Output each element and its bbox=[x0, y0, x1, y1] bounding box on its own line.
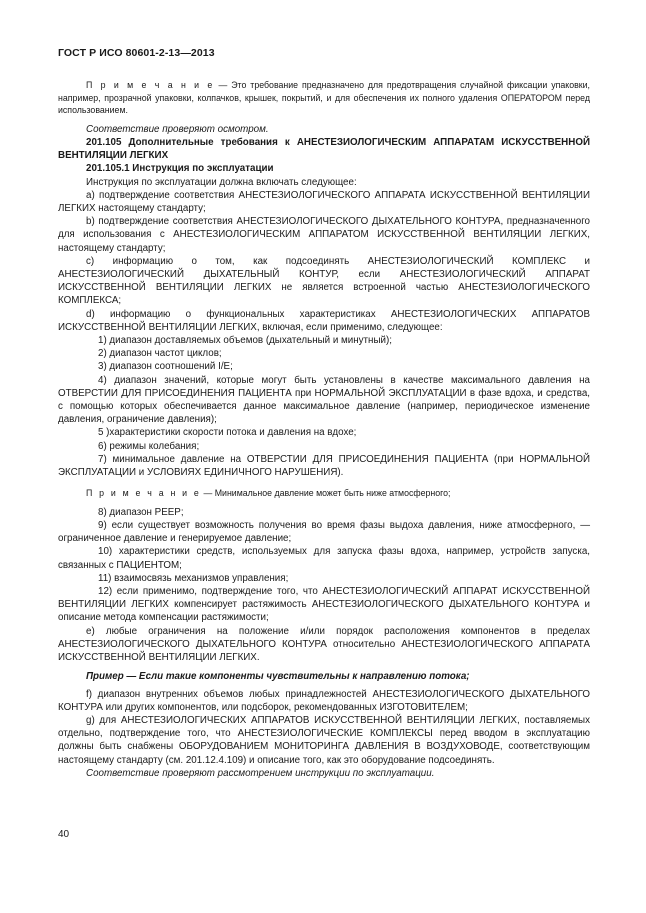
sub-item-12: 12) если применимо, подтверждение того, что АНЕСТЕЗИОЛОГИЧЕСКИЙ АППАРАТ ИСКУССТВЕННОЙ ВЕНТИЛЯЦИИ ЛЕГКИХ компенсирует растяжимость АНЕСТЕЗИОЛОГИЧЕСКОГО ДЫХАТЕЛЬНОГО КОНТУРА и описание метода компенсации растяжимости; bbox=[58, 586, 590, 624]
list-item-e: e) любые ограничения на положение и/или порядок расположения компонентов в пределах АНЕСТЕЗИОЛОГИЧЕСКОГО ДЫХАТЕЛЬНОГО КОНТУРА относительно АНЕСТЕЗИОЛОГИЧЕСКОГО АППАРАТА ИСКУССТВЕННОЙ ВЕНТИЛЯЦИИ ЛЕГКИХ. bbox=[58, 625, 590, 664]
sub-item-6: 6) режимы колебания; bbox=[98, 440, 200, 452]
note-label: П р и м е ч а н и е bbox=[86, 80, 215, 90]
example-text: Пример — Если такие компоненты чувствительны к направлению потока; bbox=[86, 671, 470, 683]
sub-item-9: 9) если существует возможность получения во время фазы выдоха давления, ниже атмосферного, — ограниченное давление и генерируемое давление; bbox=[58, 520, 590, 545]
section-heading: 201.105 Дополнительные требования к АНЕСТЕЗИОЛОГИЧЕСКИМ АППАРАТАМ ИСКУССТВЕННОЙ ВЕНТИЛЯЦИИ ЛЕГКИХ bbox=[58, 136, 590, 162]
sub-item-1: 1) диапазон доставляемых объемов (дыхательный и минутный); bbox=[98, 335, 392, 347]
compliance-check: Соответствие проверяют осмотром. bbox=[86, 123, 269, 135]
note-text: — Минимальное давление может быть ниже атмосферного; bbox=[201, 488, 451, 499]
sub-item-10: 10) характеристики средств, используемых для запуска фазы вдоха, например, устройств запуска, связанных с ПАЦИЕНТОМ; bbox=[58, 546, 590, 571]
list-item-c: c) информацию о том, как подсоединять АНЕСТЕЗИОЛОГИЧЕСКИЙ КОМПЛЕКС и АНЕСТЕЗИОЛОГИЧЕСКИЙ ДЫХАТЕЛЬНЫЙ КОНТУР, если АНЕСТЕЗИОЛОГИЧЕСКИЙ АППАРАТ ИСКУССТВЕННОЙ ВЕНТИЛЯЦИИ ЛЕГКИХ не является встроенной частью АНЕСТЕЗИОЛОГИЧЕСКОГО КОМПЛЕКСА; bbox=[58, 255, 590, 307]
compliance-check: Соответствие проверяют рассмотрением инструкции по эксплуатации. bbox=[86, 767, 435, 779]
document-header: ГОСТ Р ИСО 80601-2-13—2013 bbox=[58, 47, 215, 59]
list-item-g: g) для АНЕСТЕЗИОЛОГИЧЕСКИХ АППАРАТОВ ИСКУССТВЕННОЙ ВЕНТИЛЯЦИИ ЛЕГКИХ, поставляемых отдельно, подтверждение того, что АНЕСТЕЗИОЛОГИЧЕСКИЕ КОМПЛЕКСЫ перед вводом в эксплуатацию должны быть снабжены ОБОРУДОВАНИЕМ МОНИТОРИНГА ДАВЛЕНИЯ В ВОЗДУХОВОДЕ, соответствующим настоящему стандарту (см. 201.12.4.109) и описание того, как это оборудование подсоединять. bbox=[58, 714, 590, 766]
note-paragraph bbox=[58, 487, 590, 500]
list-item-a: a) подтверждение соответствия АНЕСТЕЗИОЛОГИЧЕСКОГО АППАРАТА ИСКУССТВЕННОЙ ВЕНТИЛЯЦИИ ЛЕГКИХ настоящему стандарту; bbox=[58, 189, 590, 214]
sub-item-3: 3) диапазон соотношений I/E; bbox=[98, 361, 233, 373]
sub-item-7: 7) минимальное давление на ОТВЕРСТИИ ДЛЯ ПРИСОЕДИНЕНИЯ ПАЦИЕНТА (при НОРМАЛЬНОЙ ЭКСПЛУАТАЦИИ и УСЛОВИЯХ ЕДИНИЧНОГО НАРУШЕНИЯ). bbox=[58, 453, 590, 479]
sub-item-2: 2) диапазон частот циклов; bbox=[98, 348, 222, 360]
list-item-f: f) диапазон внутренних объемов любых принадлежностей АНЕСТЕЗИОЛОГИЧЕСКОГО ДЫХАТЕЛЬНОГО КОНТУРА или других компонентов, или подсборок, рекомендованных ИЗГОТОВИТЕЛЕМ; bbox=[58, 688, 590, 713]
note-paragraph bbox=[58, 79, 590, 117]
document-body bbox=[58, 71, 590, 780]
list-item-b: b) подтверждение соответствия АНЕСТЕЗИОЛОГИЧЕСКОГО ДЫХАТЕЛЬНОГО КОНТУРА, предназначенного для использования с АНЕСТЕЗИОЛОГИЧЕСКИМ АППАРАТОМ ИСКУССТВЕННОЙ ВЕНТИЛЯЦИИ ЛЕГКИХ, настоящему стандарту; bbox=[58, 216, 590, 254]
subsection-heading: 201.105.1 Инструкция по эксплуатации bbox=[86, 163, 274, 175]
list-item-d: d) информацию о функциональных характеристиках АНЕСТЕЗИОЛОГИЧЕСКИХ АППАРАТОВ ИСКУССТВЕННОЙ ВЕНТИЛЯЦИИ ЛЕГКИХ, включая, если применимо, следующее: bbox=[58, 308, 590, 333]
note-text: — Это требование предназначено для предотвращения случайной фиксации упаковки, например, прозрачной упаковки, колпачков, крышек, покрытий, и для обеспечения их полного удаления ОПЕРАТОРОМ перед использованием. bbox=[58, 80, 590, 116]
sub-item-11: 11) взаимосвязь механизмов управления; bbox=[98, 572, 289, 584]
note-label: П р и м е ч а н и е bbox=[86, 488, 202, 499]
page-number: 40 bbox=[58, 829, 70, 840]
sub-item-5: 5 )характеристики скорости потока и давления на вдохе; bbox=[98, 427, 357, 439]
sub-item-4: 4) диапазон значений, которые могут быть установлены в качестве максимального давления на ОТВЕРСТИИ ДЛЯ ПРИСОЕДИНЕНИЯ ПАЦИЕНТА при НОРМАЛЬНОЙ ЭКСПЛУАТАЦИИ в фазе вдоха, и средства, с помощью которых обеспечивается данное максимальное давление (например, периодическое изменение давления, ограничение давления); bbox=[58, 374, 590, 426]
sub-item-8: 8) диапазон PEEP; bbox=[98, 506, 184, 518]
intro-text: Инструкция по эксплуатации должна включать следующее: bbox=[86, 176, 357, 188]
